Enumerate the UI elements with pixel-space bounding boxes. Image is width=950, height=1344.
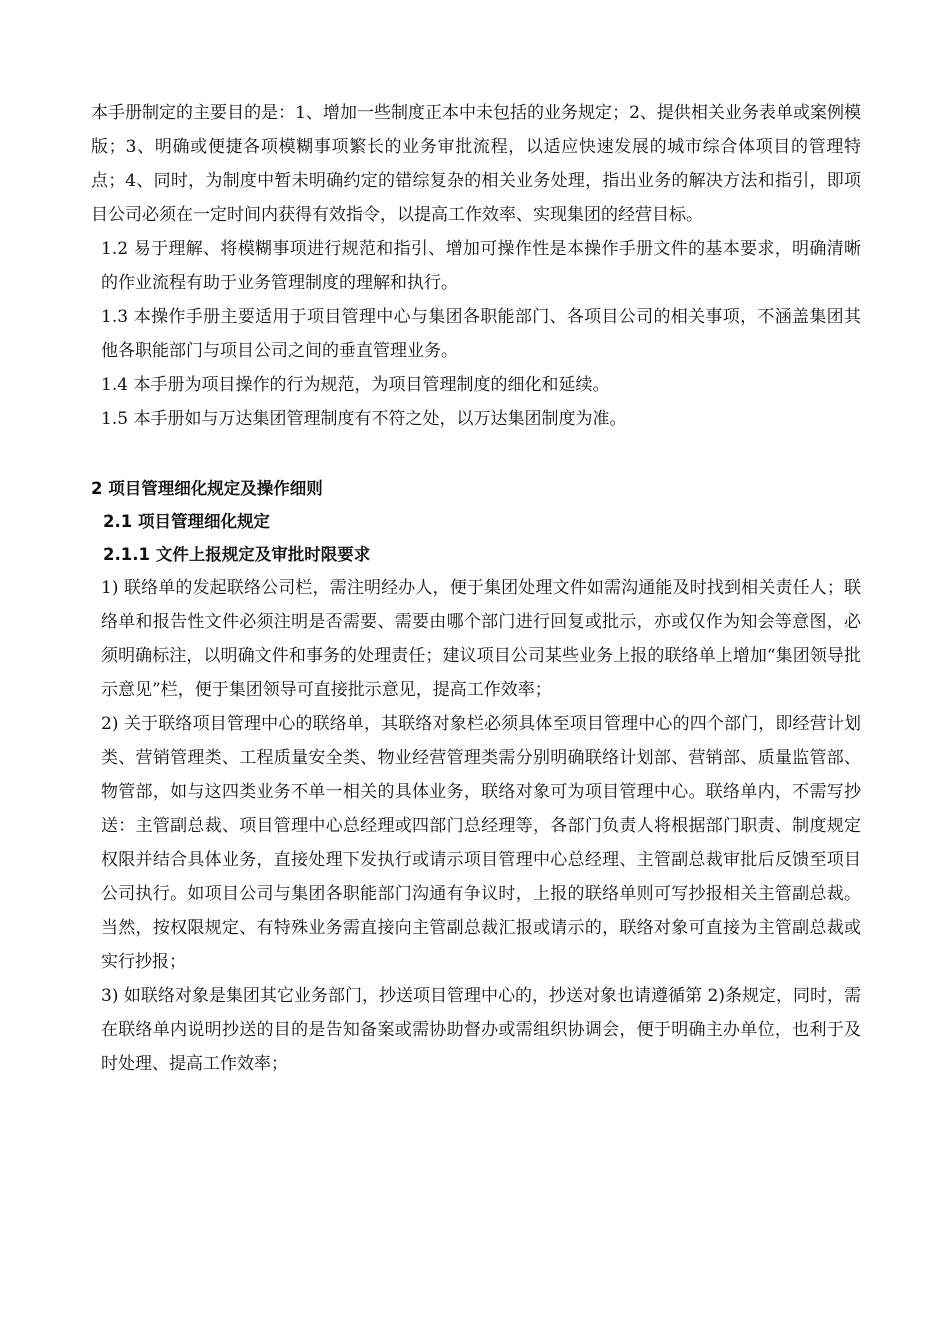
- paragraph-1-3: 1.3 本操作手册主要适用于项目管理中心与集团各职能部门、各项目公司的相关事项，不涵盖集团其他各职能部门与项目公司之间的垂直管理业务。: [101, 307, 861, 361]
- section-spacer: [91, 436, 861, 472]
- section-2-1-heading: 2.1 项目管理细化规定: [103, 512, 270, 531]
- intro-paragraph: 本手册制定的主要目的是：1、增加一些制度正本中未包括的业务规定；2、提供相关业务表单或案例模版；3、明确或便捷各项模糊事项繁长的业务审批流程，以适应快速发展的城市综合体项目的管理特点；4、同时，为制度中暂未明确约定的错综复杂的相关业务处理，指出业务的解决方法和指引，即项目公司必须在一定时间内获得有效指令，以提高工作效率、实现集团的经营目标。: [91, 103, 861, 225]
- list-item-2: 2) 关于联络项目管理中心的联络单，其联络对象栏必须具体至项目管理中心的四个部门，即经营计划类、营销管理类、工程质量安全类、物业经营管理类需分别明确联络计划部、营销部、质量监管部、物管部，如与这四类业务不单一相关的具体业务，联络对象可为项目管理中心。联络单内，不需写抄送：主管副总裁、项目管理中心总经理或四部门总经理等，各部门负责人将根据部门职责、制度规定权限并结合具体业务，直接处理下发执行或请示项目管理中心总经理、主管副总裁审批后反馈至项目公司执行。如项目公司与集团各职能部门沟通有争议时，上报的联络单则可写抄报相关主管副总裁。当然，按权限规定、有特殊业务需直接向主管副总裁汇报或请示的，联络对象可直接为主管副总裁或实行抄报；: [101, 714, 861, 972]
- paragraph-1-2: 1.2 易于理解、将模糊事项进行规范和指引、增加可操作性是本操作手册文件的基本要求，明确清晰的作业流程有助于业务管理制度的理解和执行。: [101, 239, 861, 293]
- section-2-1-1-heading: 2.1.1 文件上报规定及审批时限要求: [103, 545, 371, 564]
- paragraph-1-5: 1.5 本手册如与万达集团管理制度有不符之处，以万达集团制度为准。: [101, 409, 627, 429]
- list-item-1: 1) 联络单的发起联络公司栏，需注明经办人，便于集团处理文件如需沟通能及时找到相关责任人；联络单和报告性文件必须注明是否需要、需要由哪个部门进行回复或批示，亦或仅作为知会等意图，必须明确标注，以明确文件和事务的处理责任；建议项目公司某些业务上报的联络单上增加“集团领导批示意见”栏，便于集团领导可直接批示意见，提高工作效率；: [101, 578, 861, 700]
- section-2-heading: 2 项目管理细化规定及操作细则: [91, 479, 323, 498]
- paragraph-1-4: 1.4 本手册为项目操作的行为规范，为项目管理制度的细化和延续。: [101, 375, 610, 395]
- document-page: [91, 96, 861, 1081]
- list-item-3: 3) 如联络对象是集团其它业务部门，抄送项目管理中心的，抄送对象也请遵循第 2)条规定，同时，需在联络单内说明抄送的目的是告知备案或需协助督办或需组织协调会，便于明确主办单位，也利于及时处理、提高工作效率；: [101, 986, 861, 1074]
